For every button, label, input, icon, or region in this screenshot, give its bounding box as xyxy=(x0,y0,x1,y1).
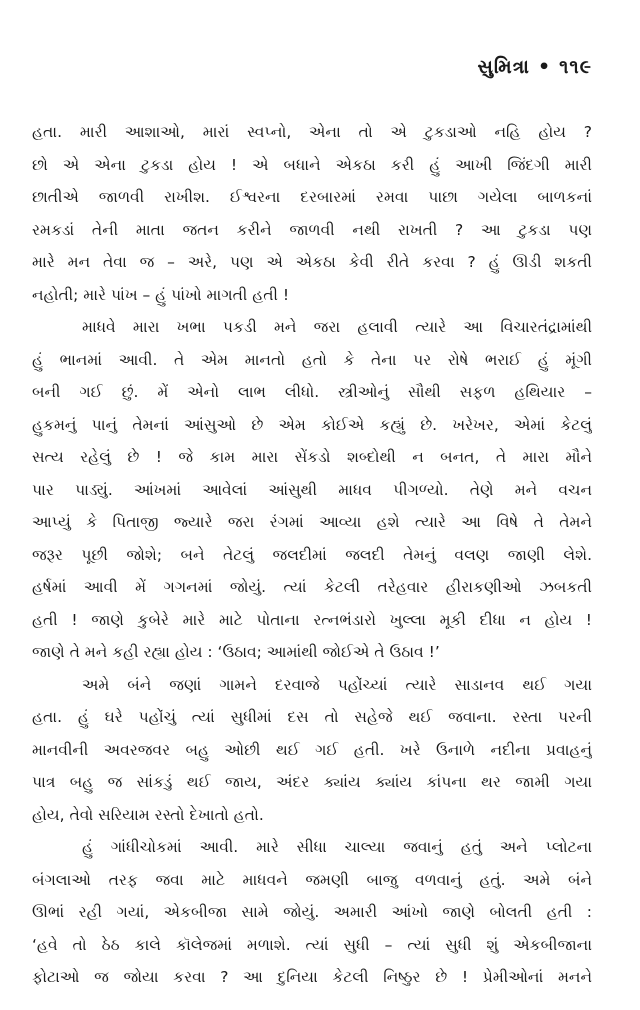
text-line: સત્ય રહેલું છે ! જે કામ મારા સેંકડો શબ્દોથી ન બનત, તે મારા મૌને xyxy=(32,448,592,466)
text-line: પાર પાડ્યું. આંખમાં આવેલાં આંસુથી માધવ પીગળ્યો. તેણે મને વચન xyxy=(32,480,592,499)
book-title: સુમિત્રા xyxy=(477,56,530,78)
header-separator: • xyxy=(537,56,552,78)
text-line: રમકડાં તેની માતા જતન કરીને જાળવી નથી રાખતી ? આ ટુકડા પણ xyxy=(32,220,592,239)
text-line: હું ભાનમાં આવી. તે એમ માનતો હતો કે તેના પર રોષે ભરાઈ હું મૂંગી xyxy=(32,350,592,369)
text-line: માધવે મારા ખભા પકડી મને જરા હલાવી ત્યારે આ વિચારતંદ્રામાંથી xyxy=(82,318,592,336)
text-line: હતા. મારી આશાઓ, મારાં સ્વપ્નો, એના તો એ ટુકડાઓ નહિ હોય ? xyxy=(32,123,592,141)
text-line: છો એ એના ટુકડા હોય ! એ બધાને એકઠા કરી હું આખી જિંદગી મારી xyxy=(32,155,592,174)
text-line: જરૂર પૂછી જોશે; બને તેટલું જલદીમાં જલદી તેમનું વલણ જાણી લેશે. xyxy=(32,545,592,564)
text-line: હતા. હું ઘરે પહોંચું ત્યાં સુધીમાં દસ તો સહેજે થઈ જવાના. રસ્તા પરની xyxy=(32,708,592,726)
text-line: બંગલાઓ તરફ જવા માટે માધવને જમણી બાજુ વળવાનું હતું. અમે બંને xyxy=(32,870,592,889)
text-line: આપ્યું કે પિતાજી જ્યારે જરા રંગમાં આવ્યા હશે ત્યારે આ વિષે તે તેમને xyxy=(32,513,592,531)
text-line: માનવીની અવરજવર બહુ ઓછી થઈ ગઈ હતી. ખરે ઉનાળે નદીના પ્રવાહનું xyxy=(32,740,592,759)
paragraph xyxy=(32,669,592,832)
text-line: ‘હવે તો ઠેઠ કાલે કૉલેજમાં મળાશે. ત્યાં સુધી – ત્યાં સુધી શું એકબીજાના xyxy=(32,935,592,954)
text-line: હતી ! જાણે કુબેરે મારે માટે પોતાના રત્નભંડારો ખુલ્લા મૂકી દીધા ન હોય ! xyxy=(32,610,592,629)
running-header xyxy=(478,56,592,78)
text-line: છાતીએ જાળવી રાખીશ. ઈશ્વરના દરબારમાં રમવા પાછા ગયેલા બાળકનાં xyxy=(32,188,592,206)
text-line: હોય, તેવો સરિયામ રસ્તો દેખાતો હતો. xyxy=(32,805,264,824)
paragraph xyxy=(32,116,592,311)
paragraph xyxy=(32,831,592,994)
text-line: ઊભાં રહી ગયાં, એકબીજા સામે જોયું. અમારી આંખો જાણે બોલતી હતી : xyxy=(32,903,592,921)
text-line: મારે મન તેવા જ – અરે, પણ એ એકઠા કેવી રીતે કરવા ? હું ઊડી શકતી xyxy=(32,253,592,271)
text-line: હુકમનું પાનું તેમનાં આંસુઓ છે એમ કોઈએ કહ્યું છે. ખરેખર, એમાં કેટલું xyxy=(32,415,592,434)
text-line: પાત્ર બહુ જ સાંકડું થઈ જાય, અંદર ક્યાંય ક્યાંય કાંપના થર જામી ગયા xyxy=(32,773,592,791)
text-line: હું ગાંધીચોકમાં આવી. મારે સીધા ચાલ્યા જવાનું હતું અને પ્લોટના xyxy=(82,838,592,856)
text-line: ફોટાઓ જ જોયા કરવા ? આ દુનિયા કેટલી નિષ્ઠુર છે ! પ્રેમીઓનાં મનને xyxy=(32,968,592,986)
text-line: નહોતી; મારે પાંખ – હું પાંખો માગતી હતી ! xyxy=(32,285,290,304)
paragraph xyxy=(32,311,592,669)
body-text xyxy=(32,116,592,994)
text-line: બની ગઈ છું. મેં એનો લાભ લીધો. સ્ત્રીઓનું સૌથી સફળ હથિયાર – xyxy=(32,383,592,401)
text-line: અમે બંને જણાં ગામને દરવાજે પહોંચ્યાં ત્યારે સાડાનવ થઈ ગયા xyxy=(82,675,592,694)
text-line: જાણે તે મને કહી રહ્યા હોય : ‘ઉઠાવ; આમાંથી જોઈએ તે ઉઠાવ !’ xyxy=(32,643,440,661)
text-line: હર્ષમાં આવી મેં ગગનમાં જોયું. ત્યાં કેટલી તરેહવાર હીરાકણીઓ ઝબકતી xyxy=(32,578,592,596)
page-number: ૧૧૯ xyxy=(559,56,592,78)
